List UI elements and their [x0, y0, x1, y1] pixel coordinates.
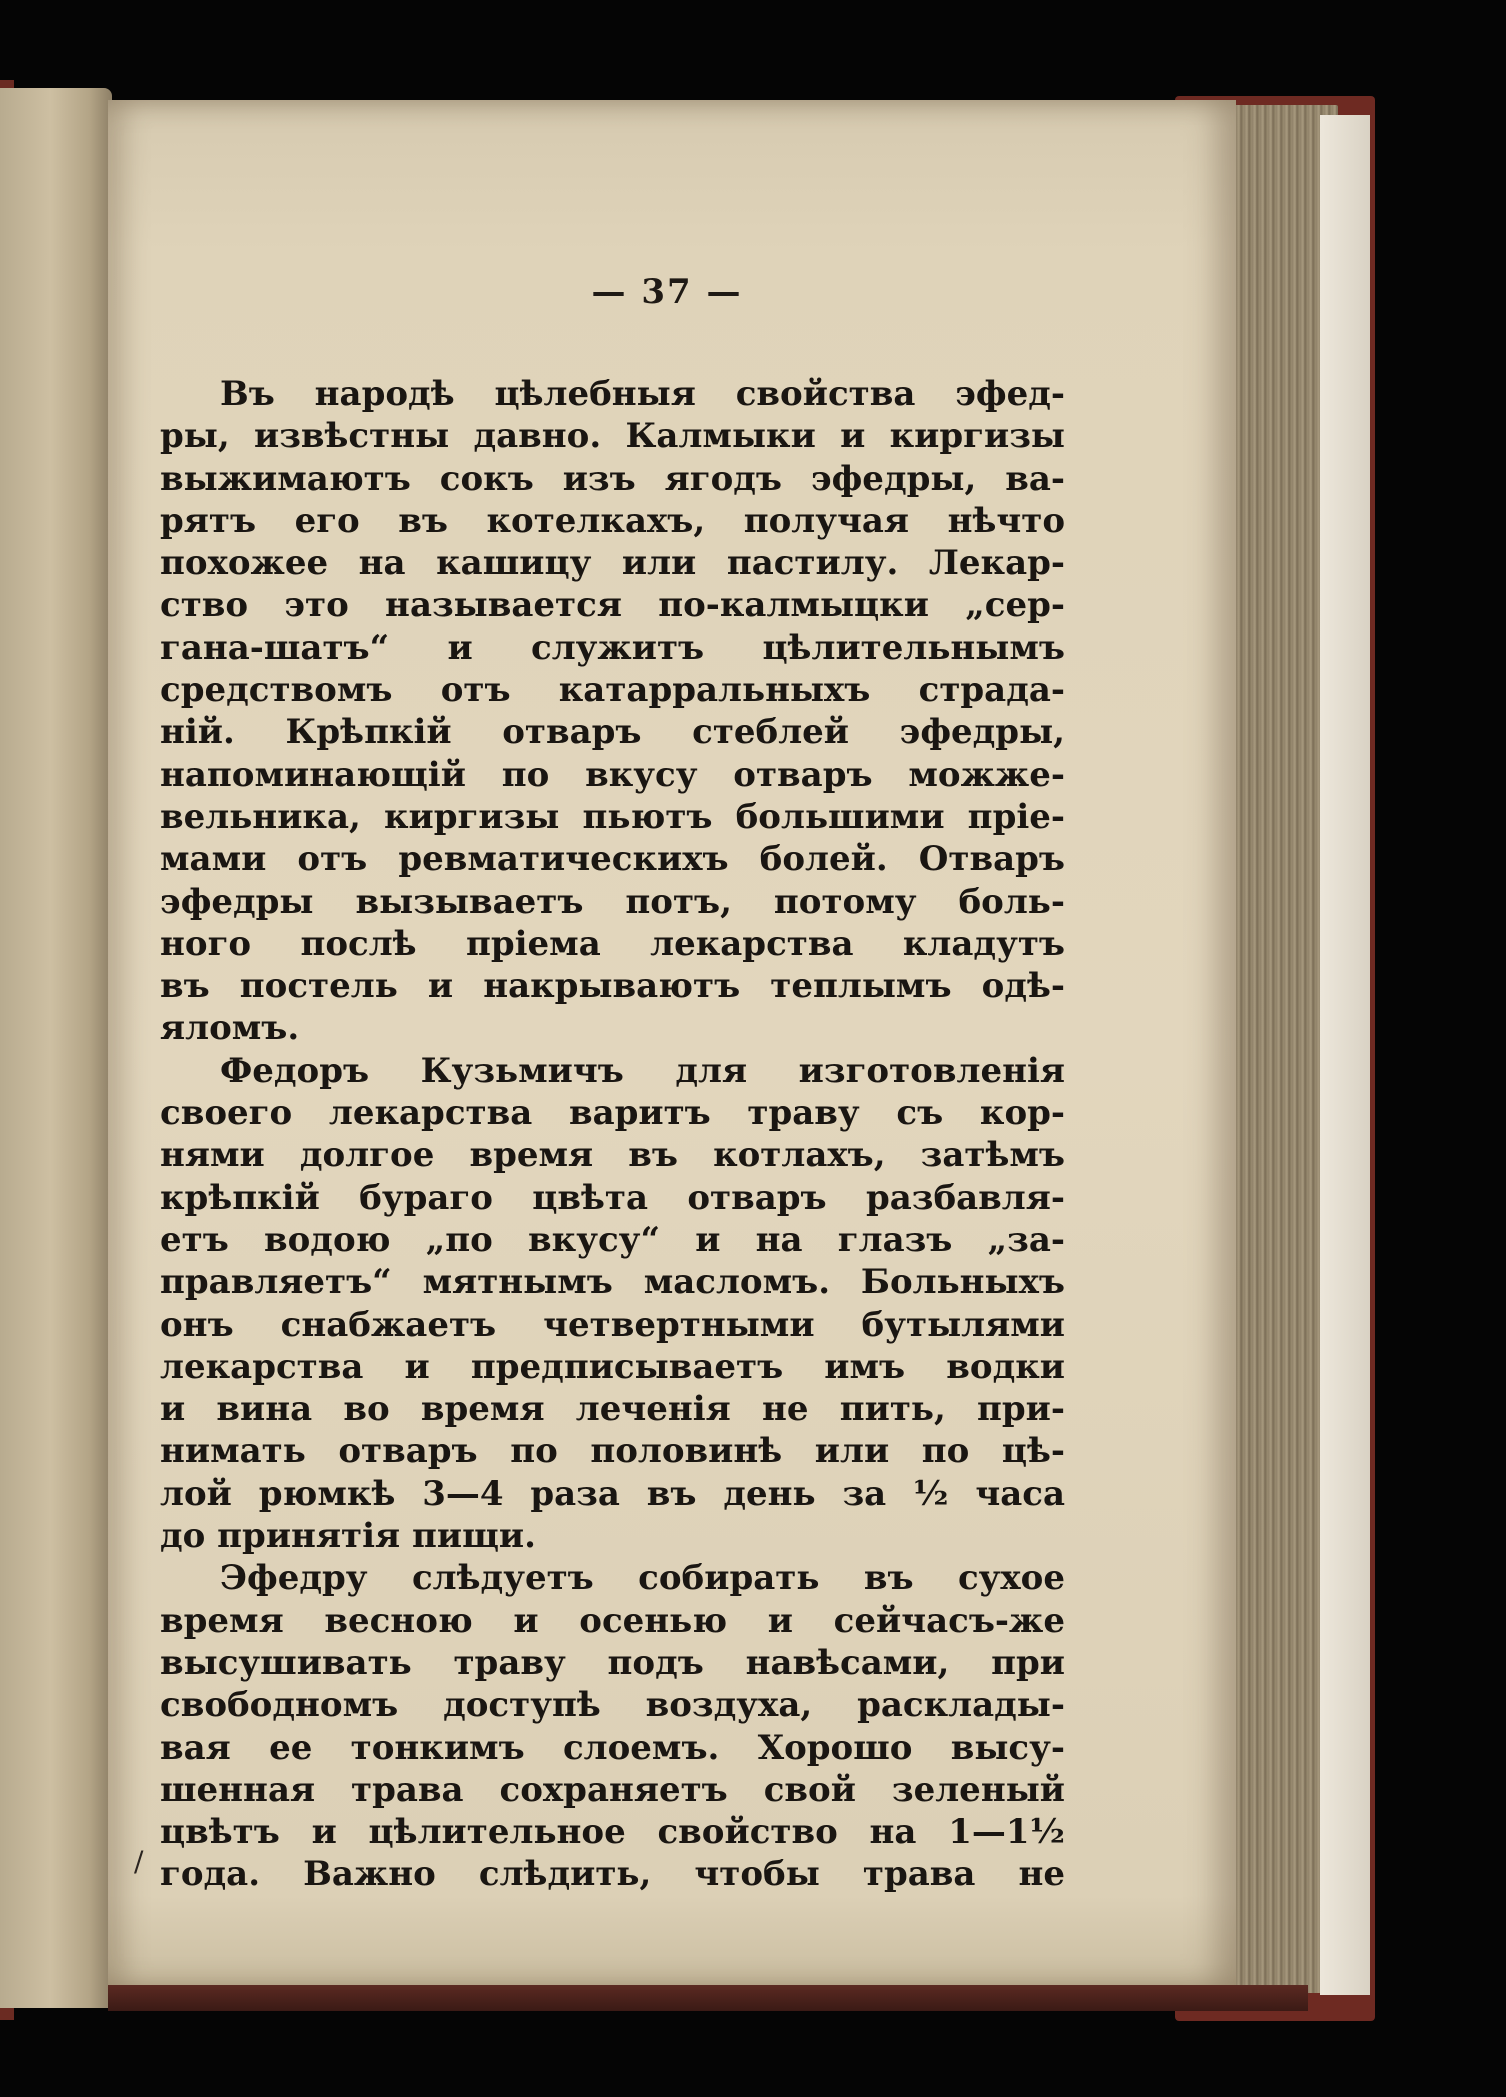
text-line: до принятія пищи.	[160, 1516, 536, 1557]
text-line: онъ снабжаетъ четвертными бутылями	[160, 1304, 1065, 1345]
text-line: етъ водою „по вкусу“ и на глазъ „за-	[160, 1219, 1065, 1260]
text-line: правляетъ“ мятнымъ масломъ. Больныхъ	[160, 1262, 1065, 1303]
text-line: рятъ его въ котелкахъ, получая нѣчто	[160, 500, 1065, 541]
text-line: вая ее тонкимъ слоемъ. Хорошо высу-	[160, 1727, 1065, 1768]
page-number: — 37 —	[591, 272, 743, 312]
text-line: лой рюмкѣ 3—4 раза въ день за ½ часа	[160, 1473, 1065, 1514]
text-line: высушивать траву подъ навѣсами, при	[160, 1642, 1065, 1683]
text-line: крѣпкій бураго цвѣта отваръ разбавля-	[160, 1177, 1065, 1218]
left-page-edge	[0, 88, 112, 2008]
text-line: ній. Крѣпкій отваръ стеблей эфедры,	[160, 712, 1065, 753]
text-line: средствомъ отъ катарральныхъ страда-	[160, 670, 1065, 711]
text-line: напоминающій по вкусу отваръ можже-	[160, 754, 1065, 795]
text-line: вельника, киргизы пьютъ большими прiе-	[160, 796, 1065, 837]
text-line: время весною и осенью и сейчасъ-же	[160, 1600, 1065, 1641]
text-line: года. Важно слѣдить, чтобы трава не	[160, 1854, 1065, 1895]
text-line: шенная трава сохраняетъ свой зеленый	[160, 1769, 1065, 1810]
text-line: эфедры вызываетъ потъ, потому боль-	[160, 881, 1065, 922]
page-stack-highlight	[1320, 115, 1370, 1995]
text-line: ры, извѣстны давно. Калмыки и киргизы	[160, 416, 1065, 457]
text-line: нимать отваръ по половинѣ или по цѣ-	[160, 1431, 1065, 1472]
text-line: нями долгое время въ котлахъ, затѣмъ	[160, 1135, 1065, 1176]
text-line: ного послѣ прiема лекарства кладутъ	[160, 923, 1065, 964]
book-page	[108, 100, 1236, 1990]
body-text	[160, 373, 1065, 1896]
book-bottom-edge	[108, 1985, 1308, 2011]
margin-pencil-mark: /	[134, 1845, 144, 1878]
text-line: своего лекарства варитъ траву съ кор-	[160, 1093, 1065, 1134]
text-line: цвѣтъ и цѣлительное свойство на 1—1½	[160, 1812, 1065, 1853]
text-line: ство это называется по-калмыцки „сер-	[160, 585, 1065, 626]
text-line: лекарства и предписываетъ имъ водки	[160, 1346, 1065, 1387]
text-line: Эфедру слѣдуетъ собирать въ сухое	[220, 1558, 1065, 1599]
text-line: похожее на кашицу или пастилу. Лекар-	[160, 543, 1065, 584]
text-line: яломъ.	[160, 1008, 300, 1049]
text-line: выжимаютъ сокъ изъ ягодъ эфедры, ва-	[160, 458, 1065, 499]
text-line: Федоръ Кузьмичъ для изготовленія	[220, 1050, 1065, 1091]
text-line: мами отъ ревматическихъ болей. Отваръ	[160, 839, 1065, 880]
text-line: въ постель и накрываютъ теплымъ одѣ-	[160, 966, 1065, 1007]
text-line: свободномъ доступѣ воздуха, расклады-	[160, 1685, 1065, 1726]
text-line: Въ народѣ цѣлебныя свойства эфед-	[220, 374, 1065, 414]
text-line: гана-шатъ“ и служитъ цѣлительнымъ	[160, 627, 1065, 668]
text-line: и вина во время леченія не пить, при-	[160, 1389, 1065, 1430]
